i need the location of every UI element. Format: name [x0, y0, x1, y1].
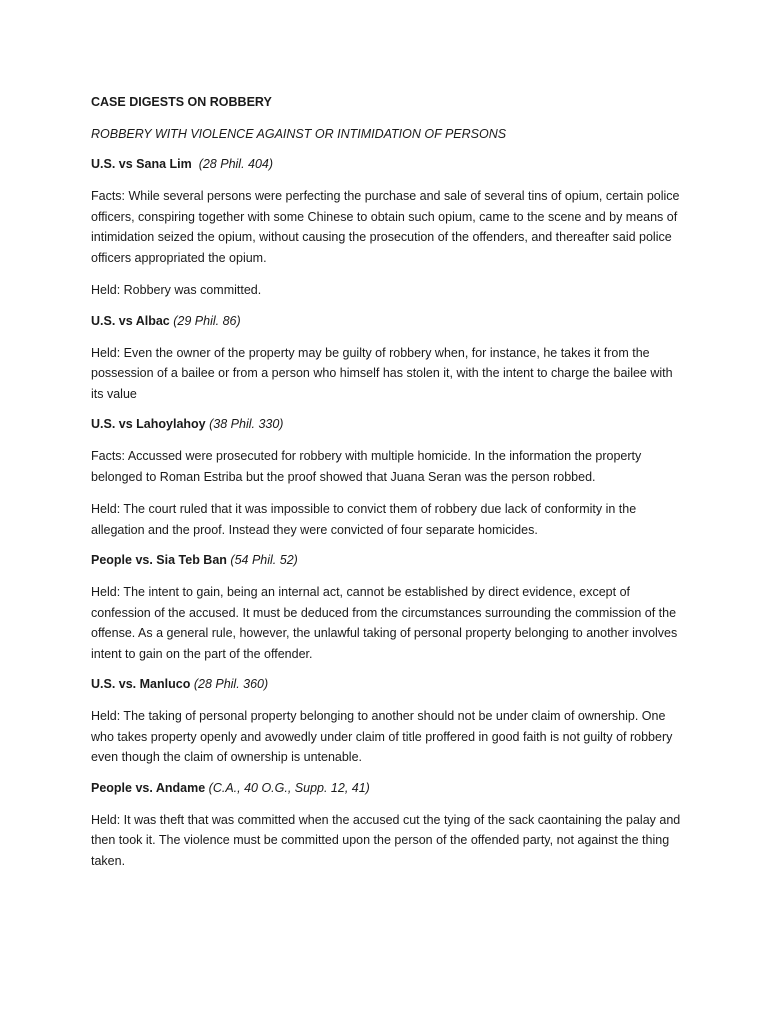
case-citation: (38 Phil. 330) — [209, 417, 284, 431]
case-paragraph: Held: The taking of personal property belonging to another should not be under claim of ownership. One who takes property openly and avowedly under claim of title proffered in good faith is not guilty of robbery even though the claim of ownership is untenable. — [91, 709, 673, 764]
case-paragraph: Held: Even the owner of the property may be guilty of robbery when, for instance, he takes it from the possession of a bailee or from a person who himself has stolen it, with the intent to charge the bailee with its value — [91, 345, 673, 401]
section-heading: ROBBERY WITH VIOLENCE AGAINST OR INTIMIDATION OF PERSONS — [91, 127, 507, 141]
case-name: U.S. vs Sana Lim — [91, 157, 192, 171]
case-paragraph: Facts: While several persons were perfecting the purchase and sale of several tins of opium, certain police officers, conspiring together with some Chinese to obtain such opium, came to the scene and by means of intimidation seized the opium, without causing the prosecution of the offenders, and thereafter said police officers appropriated the opium. — [91, 189, 680, 265]
document-title: CASE DIGESTS ON ROBBERY — [91, 95, 272, 109]
case-paragraph: Held: The court ruled that it was impossible to convict them of robbery due lack of conformity in the allegation and the proof. Instead they were convicted of four separate homicides. — [91, 502, 637, 537]
case-0 — [91, 156, 688, 301]
case-citation: (54 Phil. 52) — [230, 553, 298, 567]
case-paragraph: Held: Robbery was committed. — [91, 283, 262, 297]
case-name: U.S. vs Lahoylahoy — [91, 417, 206, 431]
case-name: U.S. vs Albac — [91, 313, 170, 328]
case-heading — [91, 416, 688, 432]
case-heading — [91, 780, 688, 796]
case-name: People vs. Sia Teb Ban — [91, 553, 227, 567]
case-heading — [91, 156, 688, 172]
case-3 — [91, 552, 688, 664]
case-citation: (29 Phil. 86) — [173, 313, 241, 328]
case-heading — [91, 676, 688, 692]
case-heading — [91, 313, 688, 329]
case-2 — [91, 416, 688, 540]
case-citation: (28 Phil. 404) — [198, 157, 274, 171]
case-paragraph: Held: It was theft that was committed when the accused cut the tying of the sack caontaining the palay and then took it. The violence must be committed upon the person of the offended party, not against the thing taken. — [91, 812, 681, 868]
case-citation: (28 Phil. 360) — [193, 677, 269, 691]
case-heading — [91, 552, 688, 568]
case-5 — [91, 780, 688, 872]
case-4 — [91, 676, 688, 768]
case-1 — [91, 313, 688, 405]
case-name: People vs. Andame — [91, 780, 206, 795]
case-citation: (C.A., 40 O.G., Supp. 12, 41) — [208, 780, 370, 795]
case-paragraph: Held: The intent to gain, being an internal act, cannot be established by direct evidence, except of confession of the accused. It must be deduced from the circumstances surrounding the commission of the offense. As a general rule, however, the unlawful taking of personal property belonging to another involves intent to gain on the part of the offender. — [91, 585, 678, 661]
case-paragraph: Facts: Accussed were prosecuted for robbery with multiple homicide. In the information the property belonged to Roman Estriba but the proof showed that Juana Seran was the person robbed. — [91, 449, 642, 484]
case-name: U.S. vs. Manluco — [91, 677, 191, 691]
